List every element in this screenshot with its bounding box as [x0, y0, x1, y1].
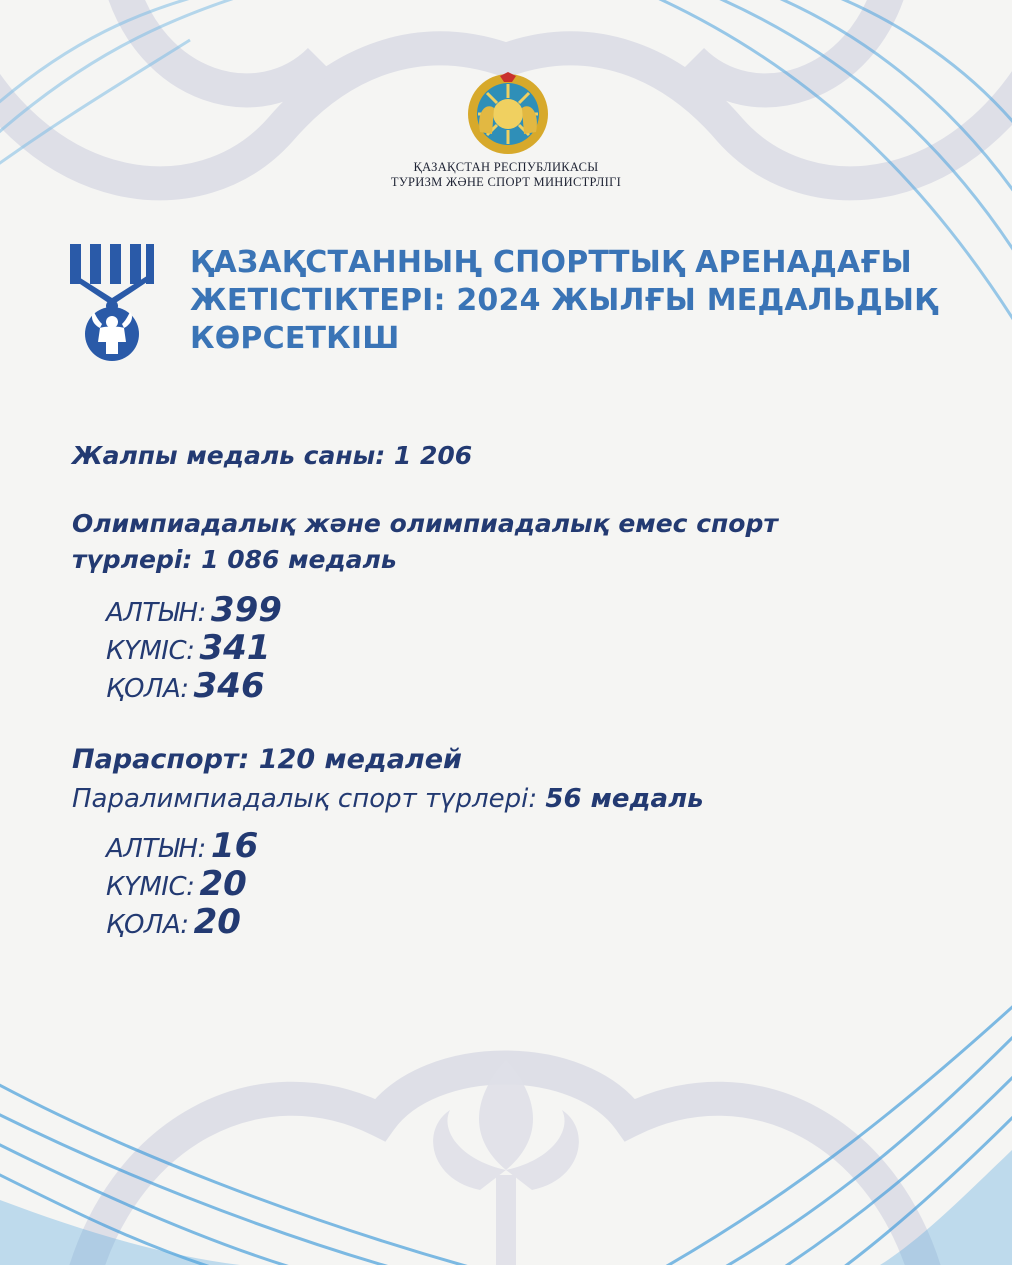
title-line-2: ЖЕТІСТІКТЕРІ: 2024 ЖЫЛҒЫ МЕДАЛЬДЫҚ	[190, 283, 938, 318]
bronze-value: 346	[193, 666, 265, 706]
para-gold-row	[106, 826, 258, 866]
medal-icon	[70, 244, 154, 362]
para-gold-label: АЛТЫН:	[106, 834, 206, 864]
olympic-silver-row	[106, 628, 270, 668]
para-bronze-label: ҚОЛА:	[106, 910, 189, 940]
para-silver-value: 20	[199, 864, 247, 904]
silver-label: КҮМІС:	[106, 636, 195, 666]
paralympic-label: Паралимпиадалық спорт түрлері:	[72, 784, 538, 814]
para-silver-label: КҮМІС:	[106, 872, 195, 902]
para-bronze-value: 20	[193, 902, 241, 942]
title-line-3: КӨРСЕТКІШ	[190, 321, 400, 356]
page-title	[190, 244, 980, 358]
silver-value: 341	[199, 628, 271, 668]
total-medals: Жалпы медаль саны: 1 206	[72, 441, 473, 470]
ministry-line-2: ТУРИЗМ ЖӘНЕ СПОРТ МИНИСТРЛІГІ	[390, 175, 622, 189]
para-silver-row	[106, 864, 247, 904]
paralympic-line	[72, 784, 704, 814]
olympic-bronze-row	[106, 666, 265, 706]
olympic-heading-line-2: түрлері: 1 086 медаль	[72, 545, 397, 574]
ministry-line-1: ҚАЗАҚСТАН РЕСПУБЛИКАСЫ	[413, 160, 599, 174]
gold-label: АЛТЫН:	[106, 598, 206, 628]
state-emblem-icon	[466, 72, 550, 156]
paralympic-value: 56 медаль	[545, 784, 704, 814]
para-bronze-row	[106, 902, 241, 942]
bronze-label: ҚОЛА:	[106, 674, 189, 704]
olympic-gold-row	[106, 590, 282, 630]
title-line-1: ҚАЗАҚСТАННЫҢ СПОРТТЫҚ АРЕНАДАҒЫ	[190, 245, 912, 280]
para-gold-value: 16	[210, 826, 259, 866]
olympic-heading	[72, 506, 778, 578]
parasport-heading: Параспорт: 120 медалей	[72, 744, 462, 775]
gold-value: 399	[210, 590, 282, 630]
olympic-heading-line-1: Олимпиадалық және олимпиадалық емес спорт	[72, 509, 778, 538]
ministry-name	[356, 160, 656, 190]
